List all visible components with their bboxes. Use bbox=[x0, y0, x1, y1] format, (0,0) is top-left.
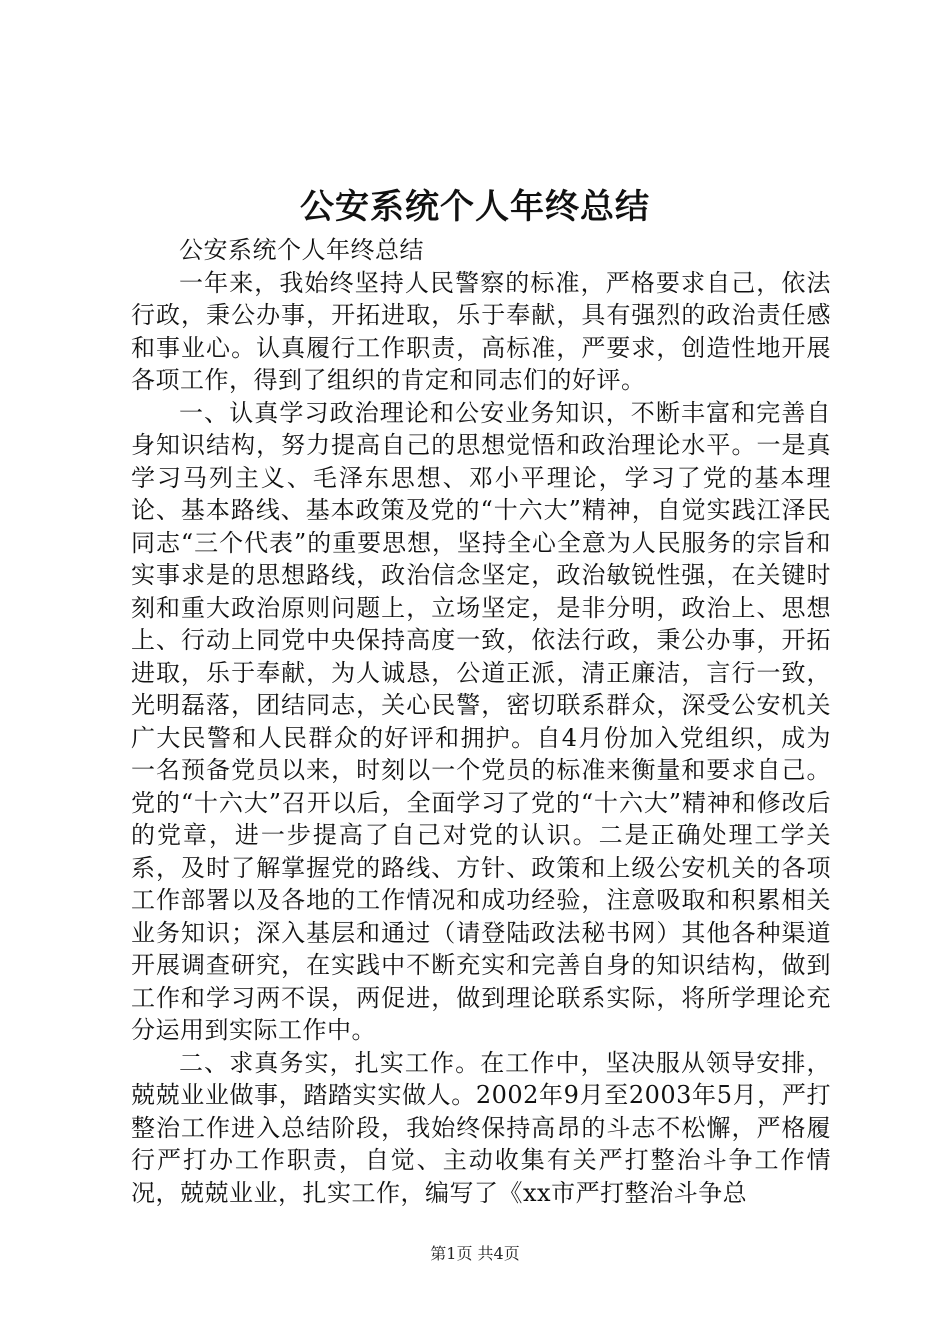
page-number-footer: 第1页 共4页 bbox=[430, 1244, 520, 1263]
paragraph-subtitle: 公安系统个人年终总结 bbox=[179, 236, 424, 264]
document-body bbox=[131, 234, 831, 1209]
paragraph-intro: 一年来，我始终坚持人民警察的标准，严格要求自己，依法行政，秉公办事，开拓进取，乐于奉献，具有强烈的政治责任感和事业心。认真履行工作职责，高标准，严要求，创造性地开展各项工作，得到了组织的肯定和同志们的好评。 bbox=[131, 268, 831, 394]
document-title: 公安系统个人年终总结 bbox=[300, 187, 650, 227]
paragraph-section-two: 二、求真务实，扎实工作。在工作中，坚决服从领导安排，兢兢业业做事，踏踏实实做人。2002年9月至2003年5月，严打整治工作进入总结阶段，我始终保持高昂的斗志不松懈，严格履行严打办工作职责，自觉、主动收集有关严打整治斗争工作情况，兢兢业业，扎实工作，编写了《xx市严打整治斗争总 bbox=[131, 1048, 831, 1207]
paragraph-section-one: 一、认真学习政治理论和公安业务知识，不断丰富和完善自身知识结构，努力提高自己的思想觉悟和政治理论水平。一是真学习马列主义、毛泽东思想、邓小平理论，学习了党的基本理论、基本路线、基本政策及党的“十六大”精神，自觉实践江泽民同志“三个代表”的重要思想，坚持全心全意为人民服务的宗旨和实事求是的思想路线，政治信念坚定，政治敏锐性强，在关键时刻和重大政治原则问题上，立场坚定，是非分明，政治上、思想上、行动上同党中央保持高度一致，依法行政，秉公办事，开拓进取，乐于奉献，为人诚恳，公道正派，清正廉洁，言行一致，光明磊落，团结同志，关心民警，密切联系群众，深受公安机关广大民警和人民群众的好评和拥护。自4月份加入党组织，成为一名预备党员以来，时刻以一个党员的标准来衡量和要求自己。党的“十六大”召开以后，全面学习了党的“十六大”精神和修改后的党章，进一步提高了自己对党的认识。二是正确处理工学关系，及时了解掌握党的路线、方针、政策和上级公安机关的各项工作部署以及各地的工作情况和成功经验，注意吸取和积累相关业务知识；深入基层和通过（请登陆政法秘书网）其他各种渠道开展调查研究，在实践中不断充实和完善自身的知识结构，做到工作和学习两不误，两促进，做到理论联系实际，将所学理论充分运用到实际工作中。 bbox=[131, 398, 831, 1044]
